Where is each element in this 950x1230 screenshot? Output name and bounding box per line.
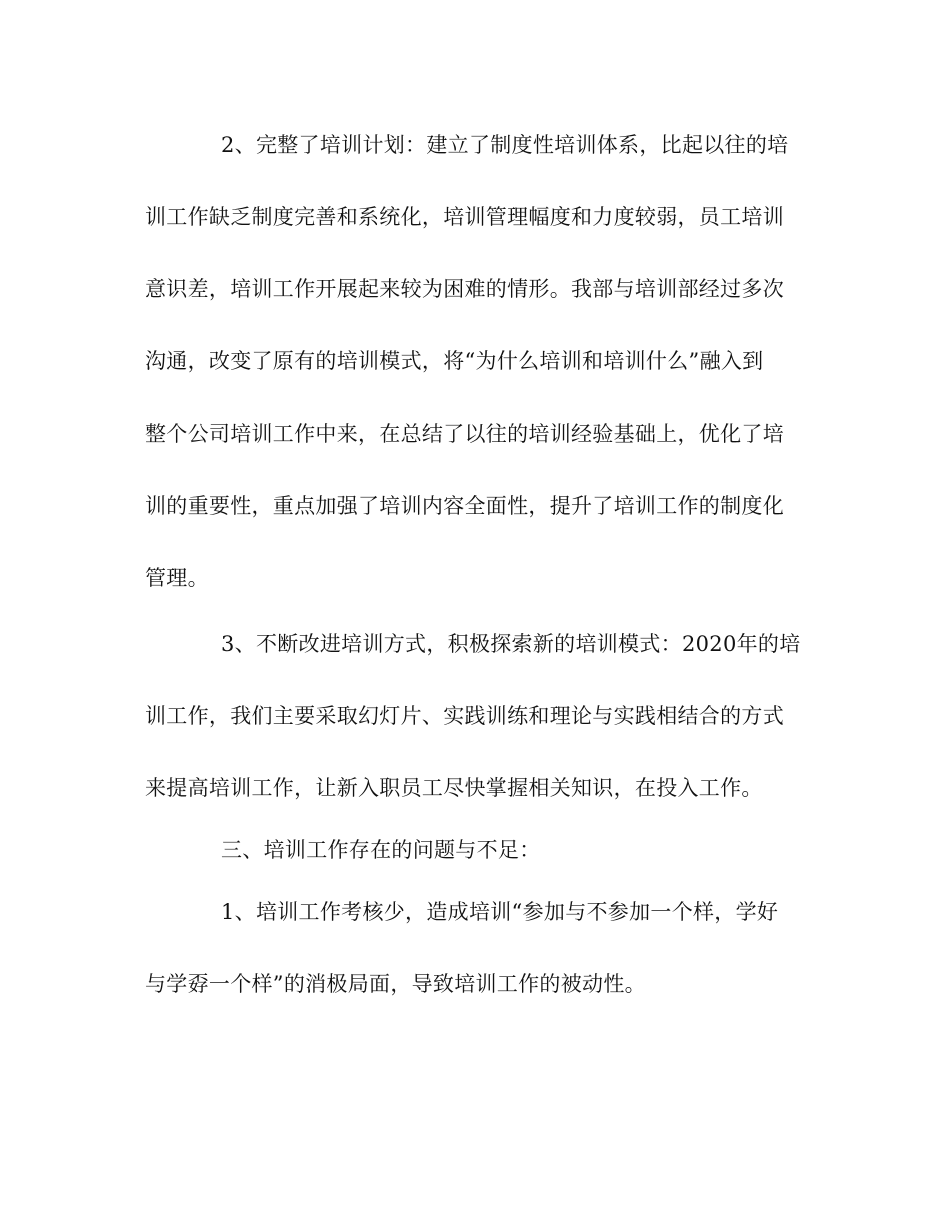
- paragraph-2-line-1: 2、完整了培训计划：建立了制度性培训体系，比起以往的培: [221, 133, 789, 157]
- paragraph-problem-1-line-1: 1、培训工作考核少，造成培训“参加与不参加一个样，学好: [221, 900, 779, 924]
- paragraph-2-line-4: 沟通，改变了原有的培训模式，将“为什么培训和培训什么”融入到: [145, 349, 764, 373]
- paragraph-2-line-6: 训的重要性，重点加强了培训内容全面性，提升了培训工作的制度化: [145, 494, 784, 518]
- paragraph-2-line-2: 训工作缺乏制度完善和系统化，培训管理幅度和力度较弱，员工培训: [145, 205, 784, 229]
- paragraph-3-line-3: 来提高培训工作，让新入职员工尽快掌握相关知识，在投入工作。: [145, 776, 763, 800]
- paragraph-2-line-3: 意识差，培训工作开展起来较为困难的情形。我部与培训部经过多次: [145, 277, 784, 301]
- paragraph-3-line-2: 训工作，我们主要采取幻灯片、实践训练和理论与实践相结合的方式: [145, 704, 784, 728]
- paragraph-3-line-1: 3、不断改进培训方式，积极探索新的培训模式：2020年的培: [221, 632, 801, 656]
- section-heading-problems: 三、培训工作存在的问题与不足：: [221, 838, 541, 862]
- paragraph-2-line-7: 管理。: [145, 566, 209, 590]
- paragraph-2-line-5: 整个公司培训工作中来，在总结了以往的培训经验基础上，优化了培: [145, 422, 784, 446]
- paragraph-problem-1-line-2: 与学孬一个样”的消极局面，导致培训工作的被动性。: [145, 972, 646, 996]
